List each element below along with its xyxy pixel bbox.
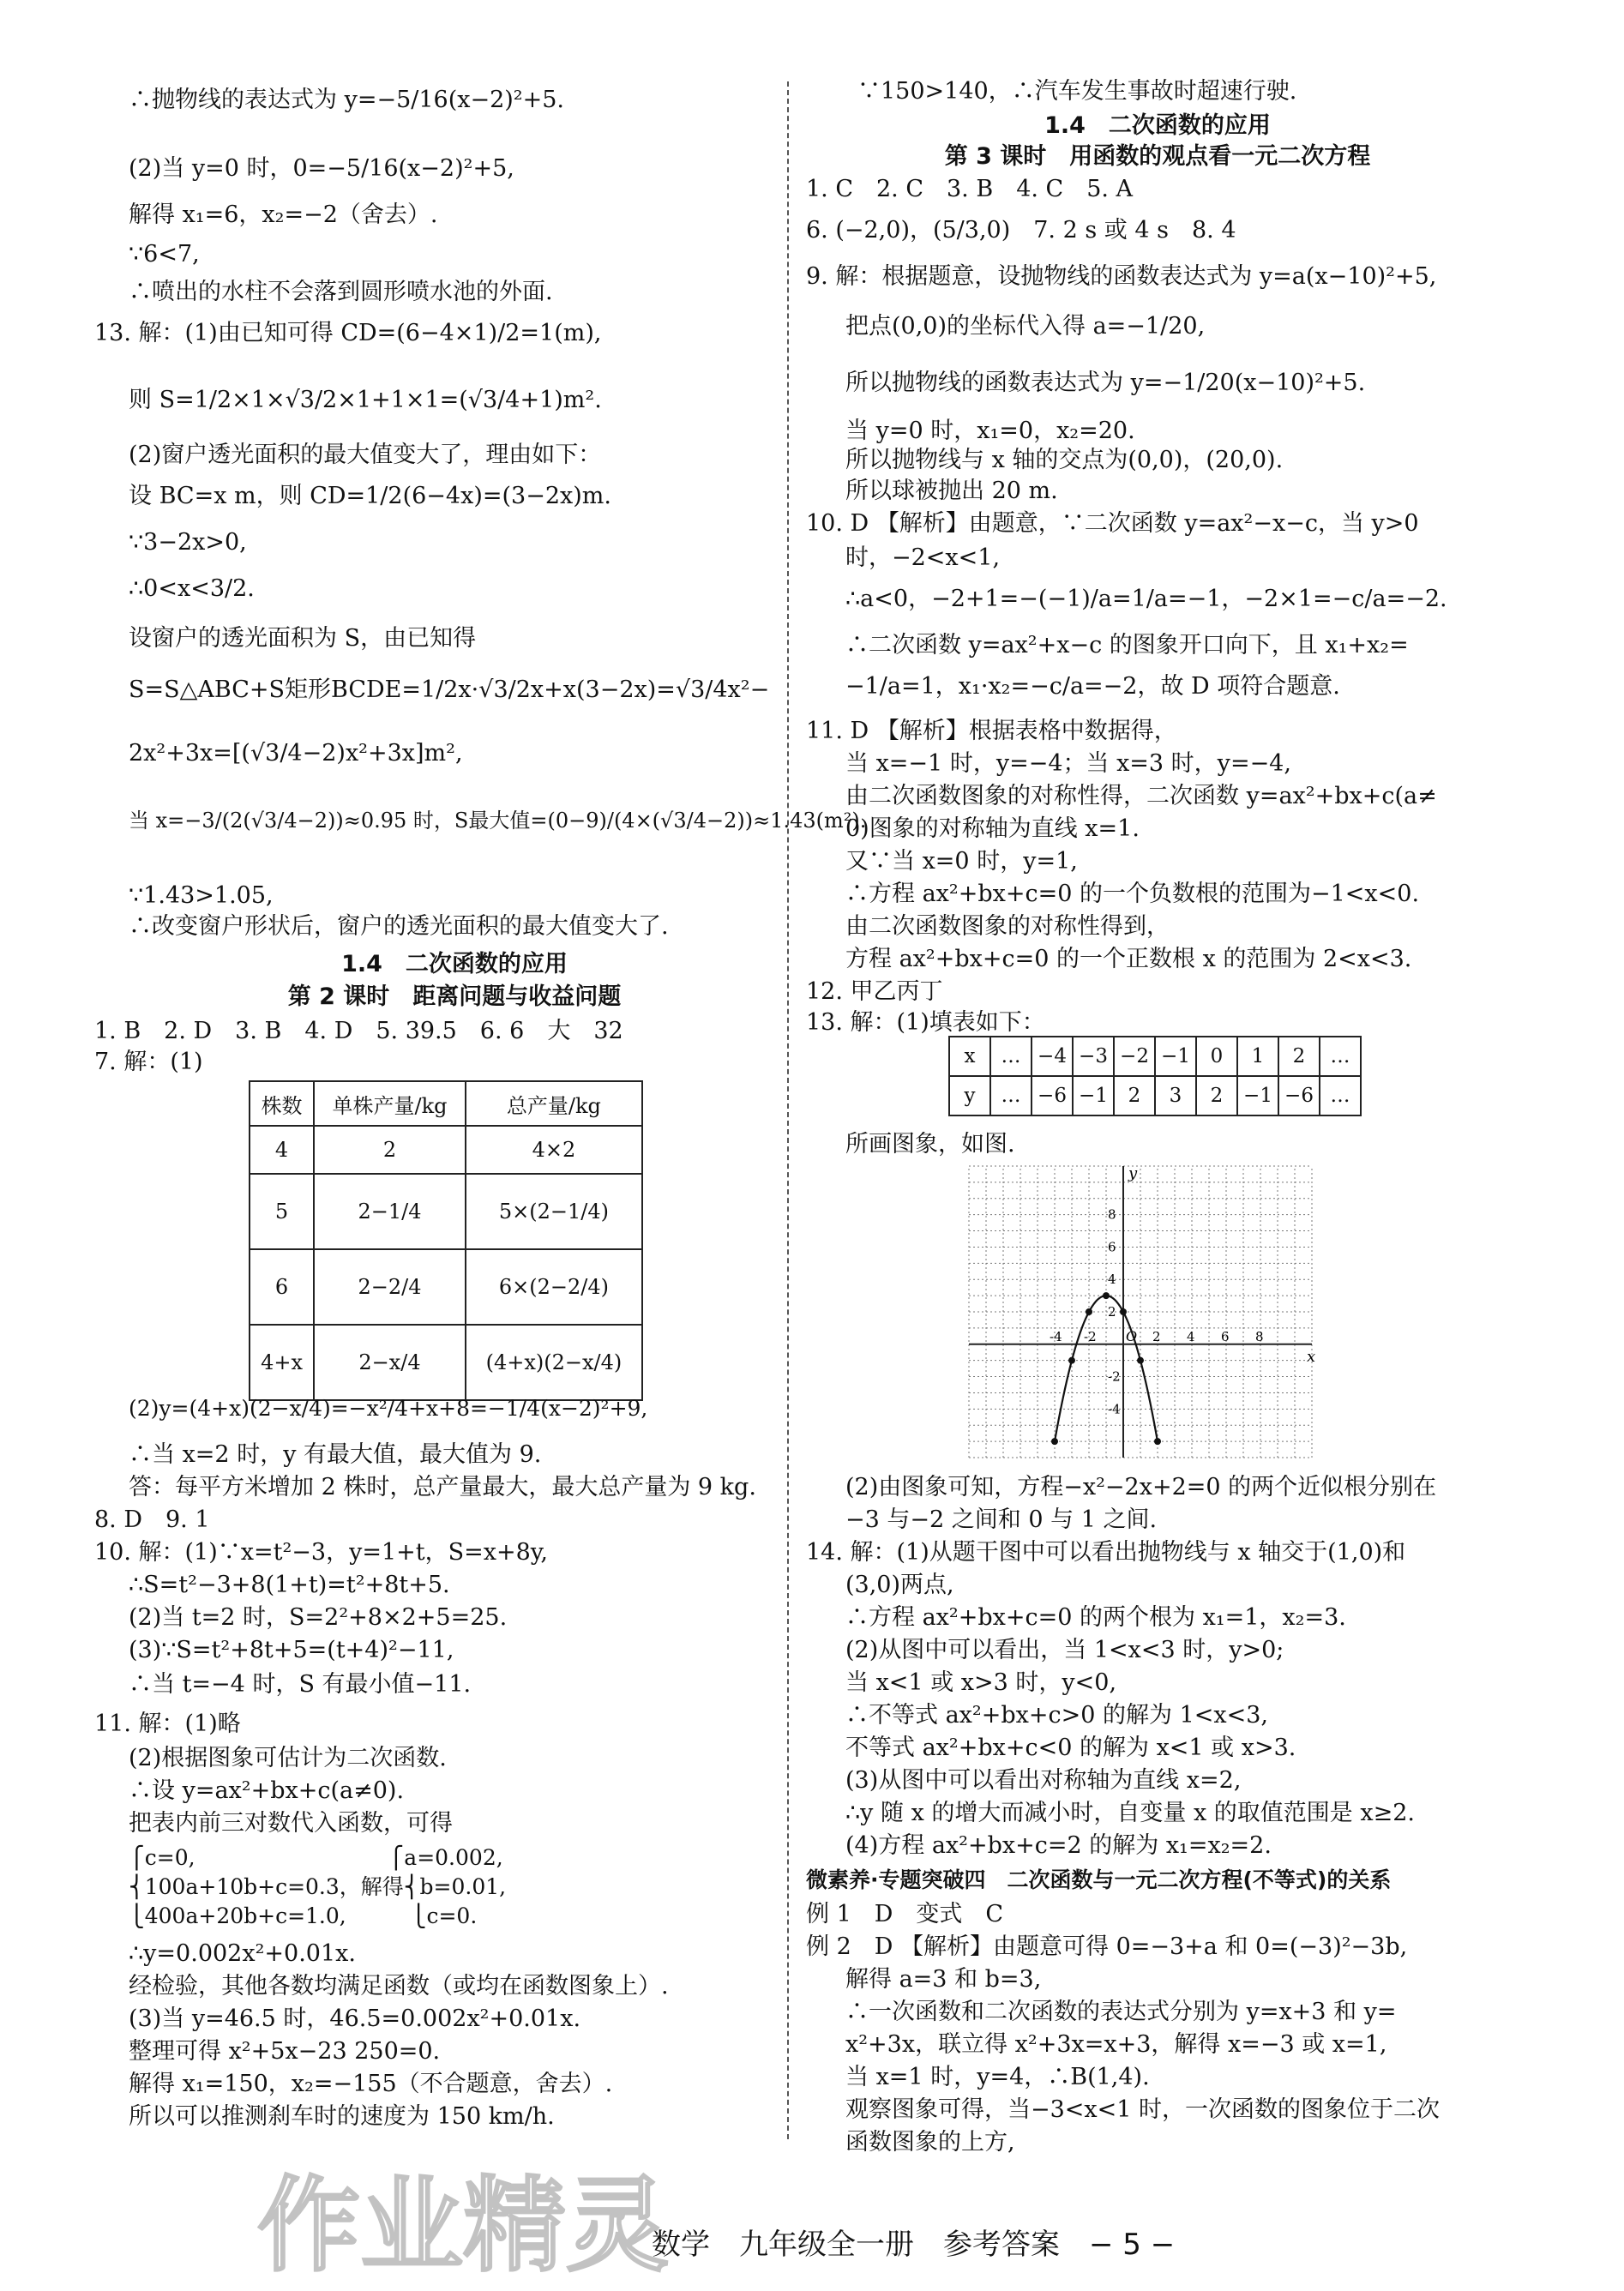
table-cell: 4 xyxy=(250,1126,314,1174)
text-line: ∴改变窗户形状后，窗户的透光面积的最大值变大了. xyxy=(129,913,669,940)
text-line: (3)从图中可以看出对称轴为直线 x=2, xyxy=(845,1767,1242,1794)
text-line: ∵1.43>1.05, xyxy=(129,882,274,909)
text-line: ∴不等式 ax²+bx+c>0 的解为 1<x<3, xyxy=(845,1702,1268,1729)
text-line: 12. 甲乙丙丁 xyxy=(806,978,943,1005)
table-cell: … xyxy=(990,1037,1032,1076)
text-line: (2)从图中可以看出，当 1<x<3 时，y>0; xyxy=(845,1637,1284,1663)
table-cell: y xyxy=(949,1076,990,1115)
text-line: 设窗户的透光面积为 S，由已知得 xyxy=(129,625,477,652)
xy-table xyxy=(948,1036,1362,1116)
text-line: 8. D 9. 1 xyxy=(94,1506,210,1533)
text-line: ⎨100a+10b+c=0.3，解得⎨b=0.01, xyxy=(129,1874,507,1899)
text-line: −1/a=1，x₁·x₂=−c/a=−2，故 D 项符合题意. xyxy=(845,673,1340,700)
text-line: ∴喷出的水柱不会落到圆形喷水池的外面. xyxy=(129,279,553,305)
text-line: 则 S=1/2×1×√3/2×1+1×1=(√3/4+1)m². xyxy=(129,387,602,413)
table-cell: 2 xyxy=(1114,1076,1155,1115)
data-point xyxy=(1103,1292,1110,1299)
text-line: 11. 解：(1)略 xyxy=(94,1711,241,1737)
text-line: 当 x=−3/(2(√3/4−2))≈0.95 时，S最大值=(0−9)/(4×(√3/4−2))≈1.43(m²). xyxy=(129,809,867,833)
text-line: 解得 x₁=6，x₂=−2（舍去）. xyxy=(129,201,438,228)
data-point xyxy=(1120,1308,1127,1315)
text-line: ∴一次函数和二次函数的表达式分别为 y=x+3 和 y= xyxy=(845,1999,1397,2025)
table-cell: x xyxy=(949,1037,990,1076)
table-cell: 2−1/4 xyxy=(314,1174,466,1249)
table-row xyxy=(250,1174,642,1249)
text-line: (3)当 y=46.5 时，46.5=0.002x²+0.01x. xyxy=(129,2005,581,2032)
text-line: (2)当 y=0 时，0=−5/16(x−2)²+5, xyxy=(129,155,514,182)
text-line: ⎩400a+20b+c=1.0, ⎩c=0. xyxy=(129,1903,478,1928)
y-tick-label: 4 xyxy=(1108,1272,1116,1288)
text-line: 答：每平方米增加 2 株时，总产量最大，最大总产量为 9 kg. xyxy=(129,1474,756,1500)
text-line: 当 x<1 或 x>3 时，y<0, xyxy=(845,1669,1117,1696)
y-tick-label: -2 xyxy=(1108,1368,1121,1385)
table-cell: 0 xyxy=(1196,1037,1237,1076)
table-cell: −1 xyxy=(1073,1076,1114,1115)
text-line: (2)当 t=2 时，S=2²+8×2+5=25. xyxy=(129,1604,508,1631)
text-line: 又∵当 x=0 时，y=1, xyxy=(845,848,1078,875)
table-row xyxy=(949,1037,1361,1076)
text-line: 方程 ax²+bx+c=0 的一个正数根 x 的范围为 2<x<3. xyxy=(845,946,1412,972)
text-line: 9. 解：根据题意，设抛物线的函数表达式为 y=a(x−10)²+5, xyxy=(806,263,1437,290)
table-cell: … xyxy=(1320,1076,1361,1115)
text-line: 整理可得 x²+5x−23 250=0. xyxy=(129,2038,441,2065)
text-line: ∴a<0，−2+1=−(−1)/a=1/a=−1，−2×1=−c/a=−2. xyxy=(845,586,1447,612)
text-line: ∵6<7, xyxy=(129,241,200,268)
parabola-graph xyxy=(952,1149,1329,1475)
text-line: 不等式 ax²+bx+c<0 的解为 x<1 或 x>3. xyxy=(845,1735,1296,1761)
text-line: ∵3−2x>0, xyxy=(129,529,247,556)
text-line: 10. D 【解析】由题意，∵二次函数 y=ax²−x−c，当 y>0 xyxy=(806,510,1419,537)
text-line: ∴y 随 x 的增大而减小时，自变量 x 的取值范围是 x≥2. xyxy=(845,1800,1415,1826)
text-line: 把表内前三对数代入函数，可得 xyxy=(129,1810,453,1837)
table-cell: 2 xyxy=(314,1126,466,1174)
table-cell: 6 xyxy=(250,1249,314,1325)
table-cell: −3 xyxy=(1073,1037,1114,1076)
text-line: −3 与−2 之间和 0 与 1 之间. xyxy=(845,1506,1158,1533)
table-cell: … xyxy=(1320,1037,1361,1076)
lesson-title: 第 3 课时 用函数的观点看一元二次方程 xyxy=(944,143,1371,170)
text-line: 1. C 2. C 3. B 4. C 5. A xyxy=(806,176,1134,202)
x-tick-label: 8 xyxy=(1255,1328,1264,1344)
y-tick-label: 2 xyxy=(1108,1304,1116,1320)
y-axis-label: y xyxy=(1128,1164,1138,1182)
text-line: ∴S=t²−3+8(1+t)=t²+8t+5. xyxy=(129,1572,450,1598)
table-cell: 5 xyxy=(250,1174,314,1249)
yield-table xyxy=(249,1080,643,1401)
data-point xyxy=(1154,1438,1161,1445)
table-cell: (4+x)(2−x/4) xyxy=(466,1325,642,1400)
text-line: 解得 x₁=150，x₂=−155（不合题意，舍去）. xyxy=(129,2071,613,2097)
table-header: 单株产量/kg xyxy=(314,1081,466,1126)
data-point xyxy=(1068,1357,1075,1364)
table-cell: −6 xyxy=(1032,1076,1073,1115)
table-cell: −6 xyxy=(1278,1076,1320,1115)
text-line: 解得 a=3 和 b=3, xyxy=(845,1966,1042,1993)
parabola-curve xyxy=(1055,1296,1158,1441)
text-line: 2x²+3x=[(√3/4−2)x²+3x]m², xyxy=(129,740,463,767)
text-line: 13. 解：(1)填表如下： xyxy=(806,1009,1045,1036)
table-cell: 4+x xyxy=(250,1325,314,1400)
table-row xyxy=(250,1325,642,1400)
table-cell: … xyxy=(990,1076,1032,1115)
data-point xyxy=(1086,1308,1092,1315)
table-cell: 2−2/4 xyxy=(314,1249,466,1325)
y-tick-label: 6 xyxy=(1108,1239,1116,1255)
table-row xyxy=(949,1076,1361,1115)
text-line: 14. 解：(1)从题干图中可以看出抛物线与 x 轴交于(1,0)和 xyxy=(806,1539,1406,1566)
table-cell: 4×2 xyxy=(466,1126,642,1174)
graph-caption: 所画图象，如图. xyxy=(845,1131,1015,1158)
x-tick-label: -2 xyxy=(1084,1328,1097,1344)
text-line: ∴y=0.002x²+0.01x. xyxy=(129,1940,356,1967)
text-line: ∵150>140，∴汽车发生事故时超速行驶. xyxy=(857,78,1297,105)
text-line: (3,0)两点, xyxy=(845,1572,954,1598)
text-line: ∴设 y=ax²+bx+c(a≠0). xyxy=(129,1777,405,1804)
page-footer: 数学 九年级全一册 参考答案 − 5 − xyxy=(652,2228,1176,2262)
text-line: ∴方程 ax²+bx+c=0 的两个根为 x₁=1，x₂=3. xyxy=(845,1604,1346,1631)
text-line: 经检验，其他各数均满足函数（或均在函数图象上）. xyxy=(129,1973,669,1999)
text-line: 当 x=−1 时，y=−4；当 x=3 时，y=−4, xyxy=(845,750,1291,777)
answers-line: 1. B 2. D 3. B 4. D 5. 39.5 6. 6 大 32 xyxy=(94,1018,623,1044)
text-line: 函数图象的上方, xyxy=(845,2129,1015,2156)
text-line: 10. 解：(1)∵x=t²−3，y=1+t，S=x+8y, xyxy=(94,1539,549,1566)
text-line: (3)∵S=t²+8t+5=(t+4)²−11, xyxy=(129,1637,454,1663)
table-cell: 2 xyxy=(1196,1076,1237,1115)
text-line: 设 BC=x m，则 CD=1/2(6−4x)=(3−2x)m. xyxy=(129,483,611,509)
section-title: 1.4 二次函数的应用 xyxy=(341,951,568,977)
table-cell: 5×(2−1/4) xyxy=(466,1174,642,1249)
x-tick-label: 2 xyxy=(1152,1328,1161,1344)
text-line: 0)图象的对称轴为直线 x=1. xyxy=(845,815,1140,842)
lesson-title: 第 2 课时 距离问题与收益问题 xyxy=(287,983,622,1010)
origin-label: O xyxy=(1126,1327,1138,1344)
y-tick-label: 8 xyxy=(1108,1206,1116,1223)
table-row xyxy=(250,1081,642,1126)
x-tick-label: -4 xyxy=(1050,1328,1062,1344)
text-line: 6. (−2,0)，(5/3,0) 7. 2 s 或 4 s 8. 4 xyxy=(806,217,1236,244)
text-line: (2)根据图象可估计为二次函数. xyxy=(129,1745,447,1771)
column-divider xyxy=(787,81,789,2139)
text-line: 当 y=0 时，x₁=0，x₂=20. xyxy=(845,418,1135,444)
question-label: 7. 解：(1) xyxy=(94,1049,203,1075)
table-cell: 3 xyxy=(1155,1076,1196,1115)
text-line: ∴方程 ax²+bx+c=0 的一个负数根的范围为−1<x<0. xyxy=(845,881,1420,907)
table-cell: 2−x/4 xyxy=(314,1325,466,1400)
special-topic-title: 微素养·专题突破四 二次函数与一元二次方程(不等式)的关系 xyxy=(806,1867,1392,1892)
x-tick-label: 6 xyxy=(1221,1328,1230,1344)
text-line: 由二次函数图象的对称性得，二次函数 y=ax²+bx+c(a≠ xyxy=(845,783,1437,809)
text-line: (2)窗户透光面积的最大值变大了，理由如下： xyxy=(129,442,602,468)
data-point xyxy=(1137,1357,1144,1364)
table-cell: −2 xyxy=(1114,1037,1155,1076)
text-line: 所以抛物线与 x 轴的交点为(0,0)，(20,0). xyxy=(845,447,1284,473)
text-line: 例 1 D 变式 C xyxy=(806,1901,1004,1927)
text-line: 由二次函数图象的对称性得到， xyxy=(845,913,1170,940)
x-tick-label: 4 xyxy=(1187,1328,1195,1344)
table-cell: 1 xyxy=(1237,1037,1278,1076)
text-line: x²+3x，联立得 x²+3x=x+3，解得 x=−3 或 x=1, xyxy=(845,2031,1387,2058)
text-line: (2)y=(4+x)(2−x/4)=−x²/4+x+8=−1/4(x−2)²+9, xyxy=(129,1396,648,1421)
watermark: 作业精灵 xyxy=(257,2167,669,2286)
text-line: 观察图象可得，当−3<x<1 时，一次函数的图象位于二次 xyxy=(845,2096,1441,2123)
text-line: S=S△ABC+S矩形BCDE=1/2x·√3/2x+x(3−2x)=√3/4x²− xyxy=(129,676,770,703)
text-line: 当 x=1 时，y=4，∴B(1,4). xyxy=(845,2064,1150,2090)
table-row xyxy=(250,1249,642,1325)
text-line: ∴二次函数 y=ax²+x−c 的图象开口向下，且 x₁+x₂= xyxy=(845,632,1409,658)
text-line: ∴0<x<3/2. xyxy=(129,575,255,602)
table-cell: −1 xyxy=(1237,1076,1278,1115)
text-line: 把点(0,0)的坐标代入得 a=−1/20, xyxy=(845,313,1206,340)
table-header: 株数 xyxy=(250,1081,314,1126)
text-line: (4)方程 ax²+bx+c=2 的解为 x₁=x₂=2. xyxy=(845,1832,1272,1859)
table-cell: 6×(2−2/4) xyxy=(466,1249,642,1325)
table-header: 总产量/kg xyxy=(466,1081,642,1126)
text-line: ∴当 t=−4 时，S 有最小值−11. xyxy=(129,1671,472,1698)
grid xyxy=(969,1166,1312,1458)
text-line: 所以可以推测刹车时的速度为 150 km/h. xyxy=(129,2103,555,2130)
text-line: ∴抛物线的表达式为 y=−5/16(x−2)²+5. xyxy=(129,87,565,113)
text-line: ⎧c=0, ⎧a=0.002, xyxy=(129,1845,503,1870)
text-line: 13. 解：(1)由已知可得 CD=(6−4×1)/2=1(m), xyxy=(94,320,602,346)
data-point xyxy=(1051,1438,1058,1445)
table-cell: −1 xyxy=(1155,1037,1196,1076)
text-line: 11. D 【解析】根据表格中数据得， xyxy=(806,718,1177,744)
text-line: 时，−2<x<1, xyxy=(845,544,1001,571)
table-cell: −4 xyxy=(1032,1037,1073,1076)
text-line: 所以抛物线的函数表达式为 y=−1/20(x−10)²+5. xyxy=(845,370,1366,396)
y-tick-label: -4 xyxy=(1108,1401,1121,1417)
table-cell: 2 xyxy=(1278,1037,1320,1076)
text-line: 例 2 D 【解析】由题意可得 0=−3+a 和 0=(−3)²−3b, xyxy=(806,1933,1408,1960)
text-line: ∴当 x=2 时，y 有最大值，最大值为 9. xyxy=(129,1441,542,1468)
text-line: (2)由图象可知，方程−x²−2x+2=0 的两个近似根分别在 xyxy=(845,1474,1437,1500)
x-axis-label: x xyxy=(1307,1347,1316,1366)
text-line: 所以球被抛出 20 m. xyxy=(845,478,1058,504)
section-title: 1.4 二次函数的应用 xyxy=(1044,112,1271,139)
table-row xyxy=(250,1126,642,1174)
